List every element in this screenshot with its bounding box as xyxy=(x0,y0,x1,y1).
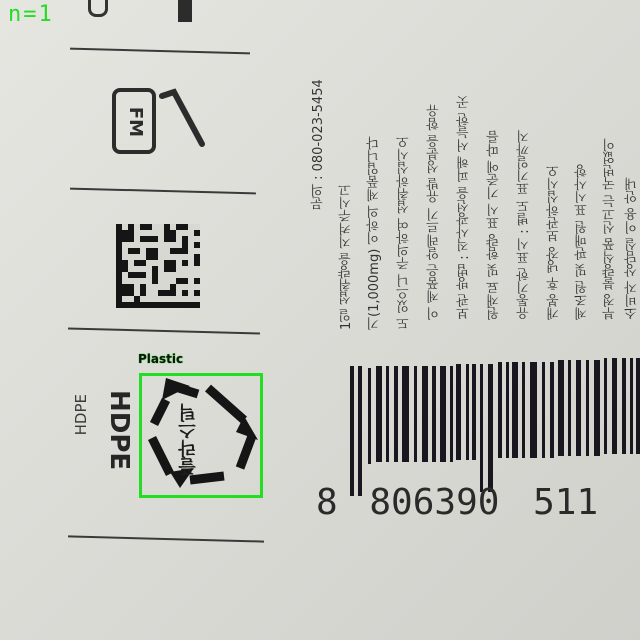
text-column-11: 부정 불량식품 신고는 국번없이 xyxy=(603,138,618,320)
text-column-2: 1일 섭취량을 지켜주시고 xyxy=(339,183,354,330)
svg-text:FM: FM xyxy=(125,106,146,138)
text-column-6: 보관 방법 : 직사광선을 피해 서늘한 곳 xyxy=(457,95,472,320)
recycle-korean-label: 플라스틱 xyxy=(178,404,199,476)
barcode-tail-digits: 511 xyxy=(533,482,599,523)
barcode-group-digits: 806390 xyxy=(369,482,500,523)
divider-1 xyxy=(70,48,250,55)
divider-4 xyxy=(68,535,264,542)
material-label: HDPE xyxy=(104,390,134,471)
text-column-10: 제조원 및 판매원 표시사항 xyxy=(575,164,590,320)
text-column-9: 개봉 후 냉장 보관하십시오 xyxy=(547,164,562,320)
partial-mark-top xyxy=(88,0,108,17)
divider-2 xyxy=(70,188,256,195)
material-korean-label: HDPE xyxy=(72,394,90,436)
text-column-4: 도 있으니 주의하여 섭취하십시오 xyxy=(397,135,412,330)
fm-mark-icon xyxy=(112,86,162,160)
detection-count: n=1 xyxy=(8,2,54,27)
text-column-3: 기(1,000mg) 이하의 제품입니다 xyxy=(367,136,382,330)
text-column-1: 문의 : 080-023-5454 xyxy=(311,79,326,210)
text-column-8: 유통기한 표시 : 별도 표기일까지 xyxy=(517,130,532,320)
partial-mark-top-right xyxy=(178,0,192,22)
detection-bounding-box xyxy=(139,373,263,498)
divider-3 xyxy=(68,327,260,334)
barcode-digits xyxy=(316,482,598,523)
barcode-bars xyxy=(344,356,640,496)
barcode-lead-digit: 8 xyxy=(316,482,338,523)
text-column-7: 원재료 및 함량 표시 기준에 따름 xyxy=(487,130,502,320)
detection-box-label: Plastic xyxy=(138,352,184,366)
text-column-5: 이 제품은 알레르기 유발 성분을 함유 xyxy=(427,104,442,320)
datamatrix-code-icon xyxy=(116,222,200,310)
text-column-12: 소비자 상담실 이용 안내 xyxy=(625,177,640,320)
